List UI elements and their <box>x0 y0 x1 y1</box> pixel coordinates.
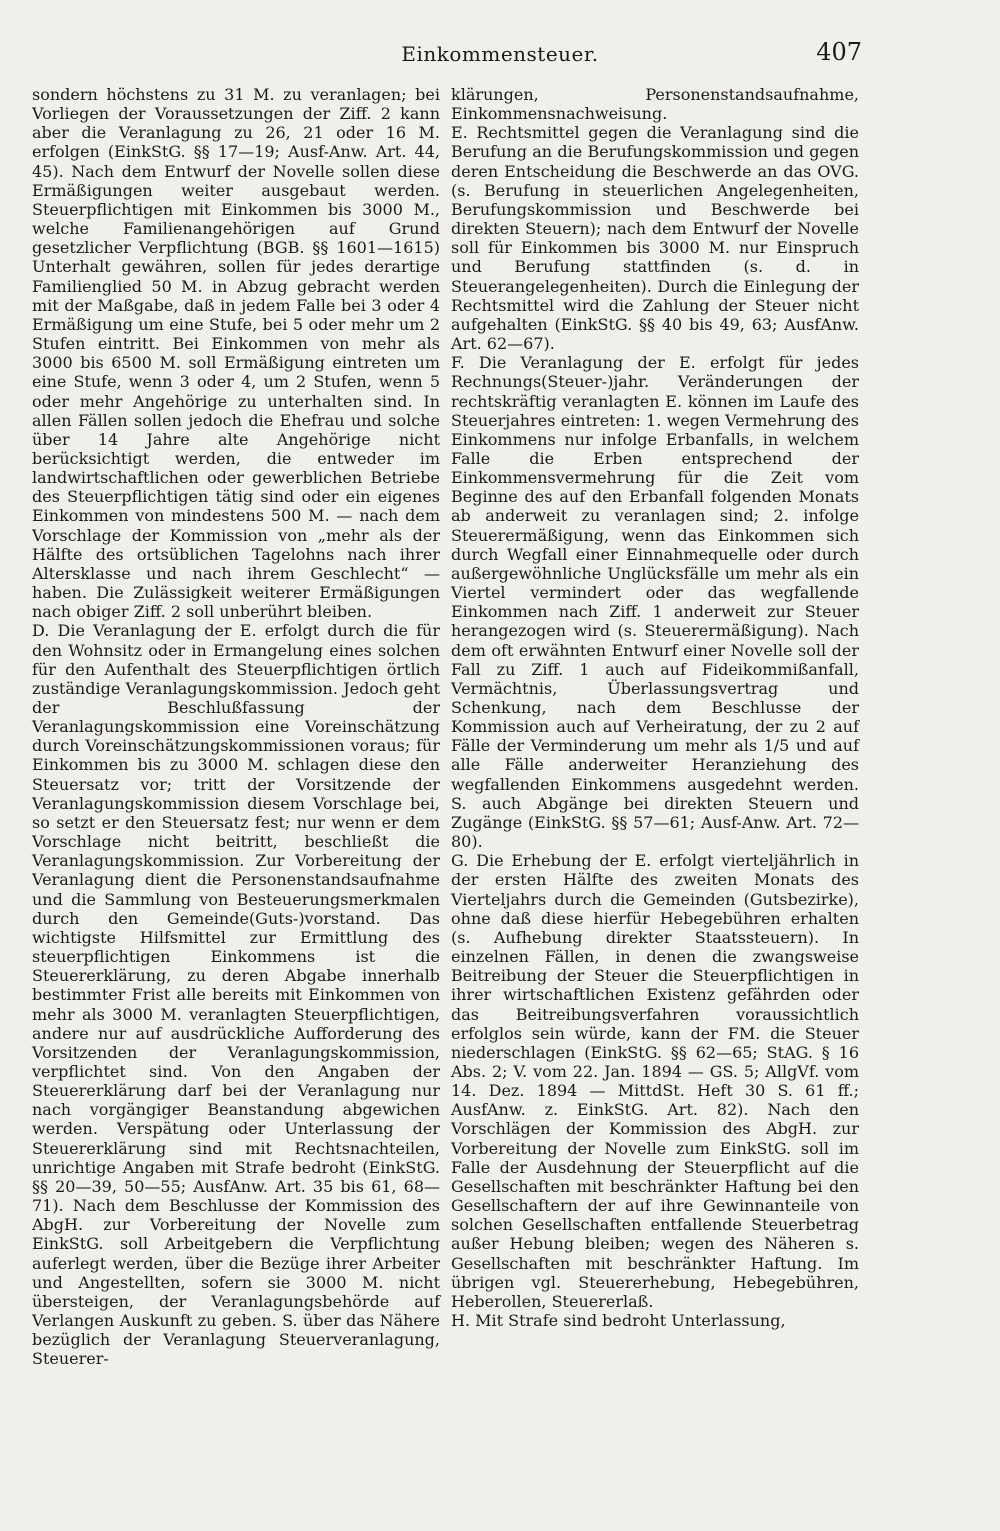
running-head <box>0 38 1000 72</box>
paragraph-right-5: H. Mit Strafe sind bedroht Unterlassung, <box>451 1311 786 1330</box>
page-number: 407 <box>816 38 862 66</box>
paragraph-right-3: F. Die Veranlagung der E. erfolgt für jedes Rechnungs(Steuer-)jahr. Veränderungen der rechtskräftig veranlagten E. können im Laufe des Steuerjahres eintreten: 1. wegen Vermehrung des Einkommens nur infolge Erbanfalls, in welchem Falle die Erben entsprechend der Einkommensvermehrung für die Zeit vom Beginne des auf den Erbanfall folgenden Monats ab anderweit zu veranlagen sind; 2. infolge Steuerermäßigung, wenn das Einkommen sich durch Wegfall einer Einnahmequelle oder durch außergewöhnliche Unglücksfälle um mehr als ein Viertel vermindert oder das wegfallende Einkommen nach Ziff. 1 anderweit zur Steuer herangezogen wird (s. Steuerermäßigung). Nach dem oft erwähnten Entwurf einer Novelle soll der Fall zu Ziff. 1 auch auf Fideikommißanfall, Vermächtnis, Überlassungsvertrag und Schenkung, nach dem Beschlusse der Kommission auch auf Verheiratung, der zu 2 auf Fälle der Verminderung um mehr als 1/5 und auf alle Fälle anderweiter Heranziehung des wegfallenden Einkommens ausgedehnt werden. S. auch Abgänge bei direkten Steuern und Zugänge (EinkStG. §§ 57—61; Ausf-Anw. Art. 72—80). <box>451 353 859 852</box>
paragraph-left-1: sondern höchstens zu 31 M. zu veranlagen; bei Vorliegen der Voraussetzungen der Ziff. 2 kann aber die Veranlagung zu 26, 21 oder 16 M. erfolgen (EinkStG. §§ 17—19; Ausf-Anw. Art. 44, 45). Nach dem Entwurf der Novelle sollen diese Ermäßigungen weiter ausgebaut werden. Steuerpflichtigen mit Einkommen bis 3000 M., welche Familienangehörigen auf Grund gesetzlicher Verpflichtung (BGB. §§ 1601—1615) Unterhalt gewähren, sollen für jedes derartige Familienglied 50 M. in Abzug gebracht werden mit der Maßgabe, daß in jedem Falle bei 3 oder 4 Ermäßigung um eine Stufe, bei 5 oder mehr um 2 Stufen eintritt. Bei Einkommen von mehr als 3000 bis 6500 M. soll Ermäßigung eintreten um eine Stufe, wenn 3 oder 4, um 2 Stufen, wenn 5 oder mehr Angehörige zu unterhalten sind. In allen Fällen sollen jedoch die Ehefrau und solche über 14 Jahre alte Angehörige nicht berücksichtigt werden, die entweder im landwirtschaftlichen oder gewerblichen Betriebe des Steuerpflichtigen tätig sind oder ein eigenes Einkommen von mindestens 500 M. — nach dem Vorschlage der Kommission von „mehr als der Hälfte des ortsüblichen Tagelohns nach ihrer Altersklasse und nach ihrem Geschlecht“ — haben. Die Zulässigkeit weiterer Ermäßigungen nach obiger Ziff. 2 soll unberührt bleiben. <box>32 85 440 622</box>
paragraph-left-2: D. Die Veranlagung der E. erfolgt durch die für den Wohnsitz oder in Ermangelung eines solchen für den Aufenthalt des Steuerpflichtigen örtlich zuständige Veranlagungskommission. Jedoch geht der Beschlußfassung der Veranlagungskommission eine Voreinschätzung durch Voreinschätzungskommissionen voraus; für Einkommen bis zu 3000 M. schlagen diese den Steuersatz vor; tritt der Vorsitzende der Veranlagungskommission diesem Vorschlage bei, so setzt er den Steuersatz fest; nur wenn er dem Vorschlage nicht beitritt, beschließt die Veranlagungskommission. Zur Vorbereitung der Veranlagung dient die Personenstandsaufnahme und die Sammlung von Besteuerungsmerkmalen durch den Gemeinde(Guts-)vorstand. Das wichtigste Hilfsmittel zur Ermittlung des steuerpflichtigen Einkommens ist die Steuererklärung, zu deren Abgabe innerhalb bestimmter Frist alle bereits mit Einkommen von mehr als 3000 M. veranlagten Steuerpflichtigen, andere nur auf ausdrückliche Aufforderung des Vorsitzenden der Veranlagungskommission, verpflichtet sind. Von den Angaben der Steuererklärung darf bei der Veranlagung nur nach vorgängiger Beanstandung abgewichen werden. Verspätung oder Unterlassung der Steuererklärung sind mit Rechtsnachteilen, unrichtige Angaben mit Strafe bedroht (EinkStG. §§ 20—39, 50—55; AusfAnw. Art. 35 bis 61, 68—71). Nach dem Beschlusse der Kommission des AbgH. zur Vorbereitung der Novelle zum EinkStG. soll Arbeitgebern die Verpflichtung auferlegt werden, über die Bezüge ihrer Arbeiter und Angestellten, sofern sie 3000 M. nicht übersteigen, der Veranlagungsbehörde auf Verlangen Auskunft zu geben. S. über das Nähere bezüglich der Veranlagung Steuerveranlagung, Steuerer- <box>32 621 440 1369</box>
paragraph-right-1: klärungen, Personenstandsaufnahme, Einkommensnachweisung. <box>451 85 859 124</box>
left-column <box>32 85 440 1368</box>
right-column <box>451 85 859 1330</box>
paragraph-right-2: E. Rechtsmittel gegen die Veranlagung sind die Berufung an die Berufungskommission und gegen deren Entscheidung die Beschwerde an das OVG. (s. Berufung in steuerlichen Angelegenheiten, Berufungskommission und Beschwerde bei direkten Steuern); nach dem Entwurf der Novelle soll für Einkommen bis 3000 M. nur Einspruch und Berufung stattfinden (s. d. in Steuerangelegenheiten). Durch die Einlegung der Rechtsmittel wird die Zahlung der Steuer nicht aufgehalten (EinkStG. §§ 40 bis 49, 63; AusfAnw. Art. 62—67). <box>451 123 859 354</box>
running-head-title: Einkommensteuer. <box>401 42 599 66</box>
paragraph-right-4: G. Die Erhebung der E. erfolgt vierteljährlich in der ersten Hälfte des zweiten Monats des Vierteljahrs durch die Gemeinden (Gutsbezirke), ohne daß diese hierfür Hebegebühren erhalten (s. Aufhebung direkter Staatssteuern). In einzelnen Fällen, in denen die zwangsweise Beitreibung der Steuer die Steuerpflichtigen in ihrer wirtschaftlichen Existenz gefährden oder das Beitreibungsverfahren voraussichtlich erfolglos sein würde, kann der FM. die Steuer niederschlagen (EinkStG. §§ 62—65; StAG. § 16 Abs. 2; V. vom 22. Jan. 1894 — GS. 5; AllgVf. vom 14. Dez. 1894 — MittdSt. Heft 30 S. 61 ff.; AusfAnw. z. EinkStG. Art. 82). Nach den Vorschlägen der Kommission des AbgH. zur Vorbereitung der Novelle zum EinkStG. soll im Falle der Ausdehnung der Steuerpflicht auf die Gesellschaften mit beschränkter Haftung bei den Gesellschaftern der auf ihre Gewinnanteile von solchen Gesellschaften entfallende Steuerbetrag außer Hebung bleiben; wegen des Näheren s. Gesellschaften mit beschränkter Haftung. Im übrigen vgl. Steuererhebung, Hebegebühren, Heberollen, Steuererlaß. <box>451 851 859 1311</box>
